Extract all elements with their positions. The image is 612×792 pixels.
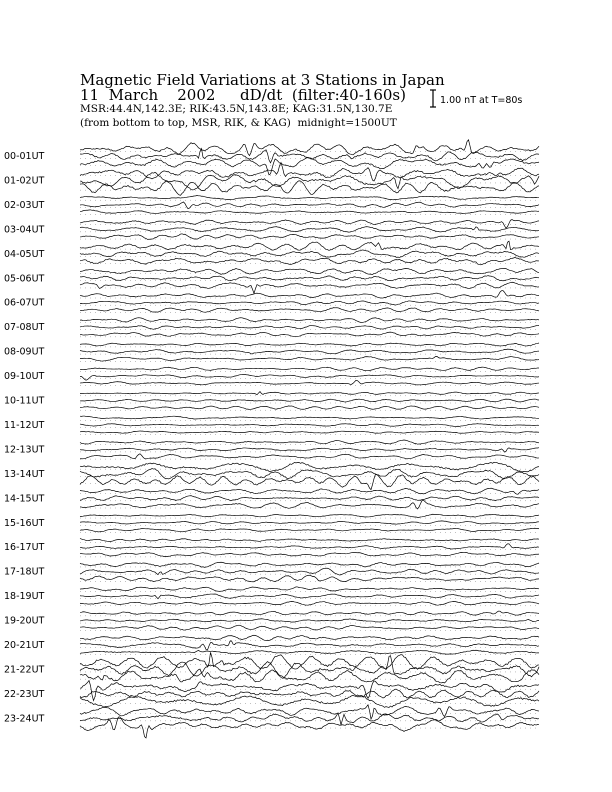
row-time-label: 16-17UT xyxy=(4,542,45,554)
trace-row xyxy=(4,635,540,654)
trace-rik xyxy=(80,301,539,305)
trace-row xyxy=(4,488,540,509)
trace-kag xyxy=(80,234,539,240)
row-time-label: 07-08UT xyxy=(4,322,45,334)
trace-rik xyxy=(80,641,539,650)
trace-kag xyxy=(80,717,539,738)
trace-rik xyxy=(80,374,539,380)
row-time-label: 19-20UT xyxy=(4,615,45,627)
row-time-label: 15-16UT xyxy=(4,517,45,529)
scale-bar xyxy=(430,90,436,107)
trace-row xyxy=(4,587,540,606)
row-time-label: 23-24UT xyxy=(4,713,45,725)
trace-kag xyxy=(80,210,539,214)
trace-msr xyxy=(80,416,539,419)
trace-row xyxy=(4,562,540,582)
trace-kag xyxy=(80,552,539,556)
trace-msr xyxy=(80,635,539,640)
trace-msr xyxy=(80,196,539,200)
trace-row xyxy=(4,220,540,240)
trace-rik xyxy=(80,568,539,575)
trace-kag xyxy=(80,528,539,532)
trace-rik xyxy=(80,276,539,281)
trace-row xyxy=(4,268,540,293)
row-time-label: 04-05UT xyxy=(4,248,45,260)
trace-rik xyxy=(80,399,539,402)
scale-bar-label: 1.00 nT at T=80s xyxy=(440,95,523,106)
chart-title: Magnetic Field Variations at 3 Stations in Japan xyxy=(80,71,445,89)
trace-msr xyxy=(80,440,539,444)
row-time-label: 14-15UT xyxy=(4,493,45,505)
trace-msr xyxy=(80,291,539,298)
trace-msr xyxy=(80,705,539,719)
trace-row xyxy=(4,462,540,489)
trace-kag xyxy=(80,282,539,293)
trace-kag xyxy=(80,650,539,654)
trace-rik xyxy=(80,619,539,622)
trace-kag xyxy=(80,601,539,605)
row-time-label: 01-02UT xyxy=(4,175,45,187)
trace-row xyxy=(4,241,540,265)
trace-row xyxy=(4,416,540,435)
trace-kag xyxy=(80,380,539,385)
row-time-label: 13-14UT xyxy=(4,468,45,480)
trace-rik xyxy=(80,713,539,725)
trace-row xyxy=(4,343,540,361)
trace-kag xyxy=(80,575,539,582)
trace-kag xyxy=(80,157,539,175)
row-time-label: 10-11UT xyxy=(4,395,45,407)
trace-kag xyxy=(80,431,539,433)
row-time-label: 21-22UT xyxy=(4,664,45,676)
station-order-note: (from bottom to top, MSR, RIK, & KAG) midnight=1500UT xyxy=(80,117,397,129)
trace-rows xyxy=(4,140,540,738)
date-label: 11 March 2002 xyxy=(80,86,216,104)
trace-msr xyxy=(80,538,539,541)
row-time-label: 00-01UT xyxy=(4,151,45,162)
trace-row xyxy=(4,652,540,683)
row-time-label: 09-10UT xyxy=(4,371,45,382)
row-time-label: 02-03UT xyxy=(4,199,45,211)
trace-rik xyxy=(80,325,539,329)
trace-kag xyxy=(80,695,539,707)
trace-msr xyxy=(80,681,539,701)
trace-msr xyxy=(80,587,539,592)
trace-msr xyxy=(80,318,539,323)
row-time-label: 06-07UT xyxy=(4,297,45,309)
trace-rik xyxy=(80,544,539,549)
trace-kag xyxy=(80,257,539,264)
trace-msr xyxy=(80,652,539,669)
trace-rik xyxy=(80,349,539,354)
trace-row xyxy=(4,538,540,556)
trace-msr xyxy=(80,140,539,156)
trace-row xyxy=(4,291,540,313)
trace-kag xyxy=(80,454,539,459)
trace-rik xyxy=(80,448,539,452)
trace-row xyxy=(4,611,540,630)
trace-msr xyxy=(80,163,539,181)
trace-kag xyxy=(80,406,539,410)
trace-row xyxy=(4,681,540,708)
row-time-label: 05-06UT xyxy=(4,273,45,285)
trace-msr xyxy=(80,562,539,567)
trace-kag xyxy=(80,356,539,361)
trace-rik xyxy=(80,149,539,163)
trace-rik xyxy=(80,594,539,599)
trace-row xyxy=(4,318,540,337)
trace-row xyxy=(4,514,540,532)
trace-kag xyxy=(80,332,539,336)
trace-msr xyxy=(80,367,539,371)
stations-coordinates: MSR:44.4N,142.3E; RIK:43.5N,143.8E; KAG:31.5N,130.7E xyxy=(80,103,393,115)
trace-rik xyxy=(80,424,539,427)
trace-row xyxy=(4,440,540,459)
row-time-label: 20-21UT xyxy=(4,640,45,651)
row-time-label: 12-13UT xyxy=(4,444,45,456)
trace-rik xyxy=(80,227,539,233)
trace-kag xyxy=(80,308,539,313)
row-time-label: 18-19UT xyxy=(4,591,45,603)
row-time-label: 03-04UT xyxy=(4,224,45,236)
trace-msr xyxy=(80,514,539,517)
trace-msr xyxy=(80,488,539,494)
trace-rik xyxy=(80,496,539,501)
trace-msr xyxy=(80,611,539,615)
row-time-label: 11-12UT xyxy=(4,419,45,431)
trace-row xyxy=(4,392,540,411)
trace-row xyxy=(4,196,540,215)
trace-kag xyxy=(80,474,539,489)
trace-row xyxy=(4,367,540,386)
row-time-label: 08-09UT xyxy=(4,346,45,358)
row-time-label: 17-18UT xyxy=(4,566,45,578)
trace-msr xyxy=(80,220,539,229)
trace-row xyxy=(4,140,540,175)
filter-label: dD/dt (filter:40-160s) xyxy=(240,86,406,104)
row-time-label: 22-23UT xyxy=(4,688,45,700)
trace-rik xyxy=(80,521,539,524)
trace-kag xyxy=(80,500,539,509)
trace-row xyxy=(4,705,540,738)
trace-kag xyxy=(80,625,539,630)
trace-msr xyxy=(80,343,539,346)
trace-msr xyxy=(80,392,539,395)
trace-rik xyxy=(80,689,539,698)
trace-rik xyxy=(80,202,539,209)
